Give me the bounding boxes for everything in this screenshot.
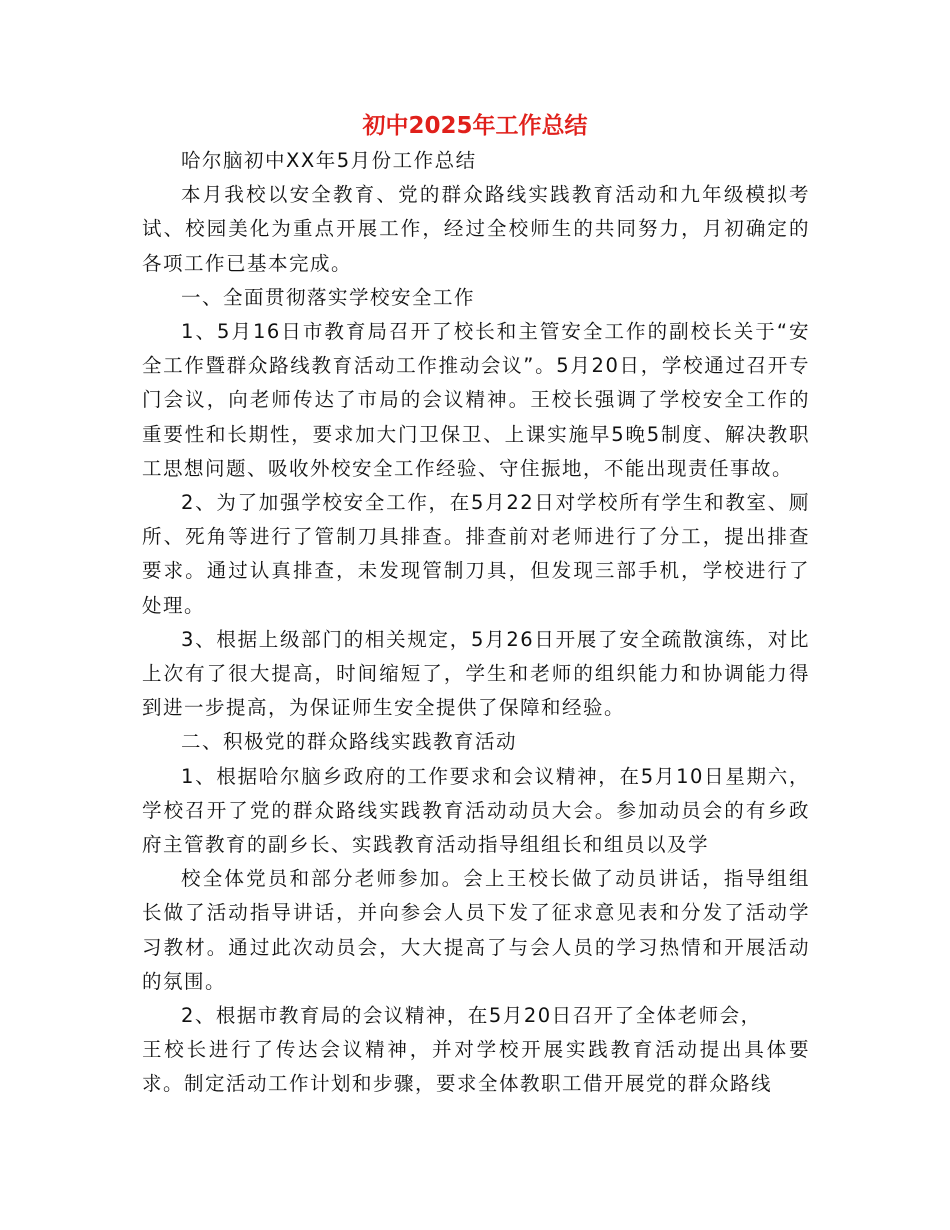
paragraph-safety-2: 2、为了加强学校安全工作，在5月22日对学校所有学生和教室、厕所、死角等进行了管制刀具排查。排查前对老师进行了分工，提出排查要求。通过认真排查，未发现管制刀具，但发现三部手机，学校进行了处理。: [142, 491, 810, 617]
document-title: 初中2025年工作总结: [362, 113, 588, 139]
section-heading-safety: 一、全面贯彻落实学校安全工作: [181, 285, 476, 309]
section-heading-mass-line: 二、积极党的群众路线实践教育活动: [181, 730, 518, 754]
paragraph-mass-line-2-cont: 王校长进行了传达会议精神，并对学校开展实践教育活动提出具体要求。制定活动工作计划和步骤，要求全体教职工借开展党的群众路线: [142, 1038, 810, 1096]
paragraph-mass-line-1: 1、根据哈尔脑乡政府的工作要求和会议精神，在5月10日星期六，学校召开了党的群众路线实践教育活动动员大会。参加动员会的有乡政府主管教育的副乡长、实践教育活动指导组组长和组员以及学: [142, 764, 810, 857]
paragraph-safety-1: 1、5月16日市教育局召开了校长和主管安全工作的副校长关于“安全工作暨群众路线教育活动工作推动会议”。5月20日，学校通过召开专门会议，向老师传达了市局的会议精神。王校长强调了学校安全工作的重要性和长期性，要求加大门卫保卫、上课实施早5晚5制度、解决教职工思想问题、吸收外校安全工作经验、守住振地，不能出现责任事故。: [142, 320, 810, 480]
paragraph-safety-3: 3、根据上级部门的相关规定，5月26日开展了安全疏散演练，对比上次有了很大提高，时间缩短了，学生和老师的组织能力和协调能力得到进一步提高，为保证师生安全提供了保障和经验。: [142, 627, 810, 720]
paragraph-mass-line-2: 2、根据市教育局的会议精神，在5月20日召开了全体老师会，: [181, 1004, 762, 1028]
paragraph-intro: 本月我校以安全教育、党的群众路线实践教育活动和九年级模拟考试、校园美化为重点开展工作，经过全校师生的共同努力，月初确定的各项工作已基本完成。: [142, 183, 810, 275]
paragraph-subtitle: 哈尔脑初中XX年5月份工作总结: [181, 149, 477, 172]
document-body: [142, 144, 810, 1102]
paragraph-mass-line-1-cont: 校全体党员和部分老师参加。会上王校长做了动员讲话，指导组组长做了活动指导讲话，并向参会人员下发了征求意见表和分发了活动学习教材。通过此次动员会，大大提高了与会人员的学习热情和开展活动的氛围。: [142, 867, 810, 993]
